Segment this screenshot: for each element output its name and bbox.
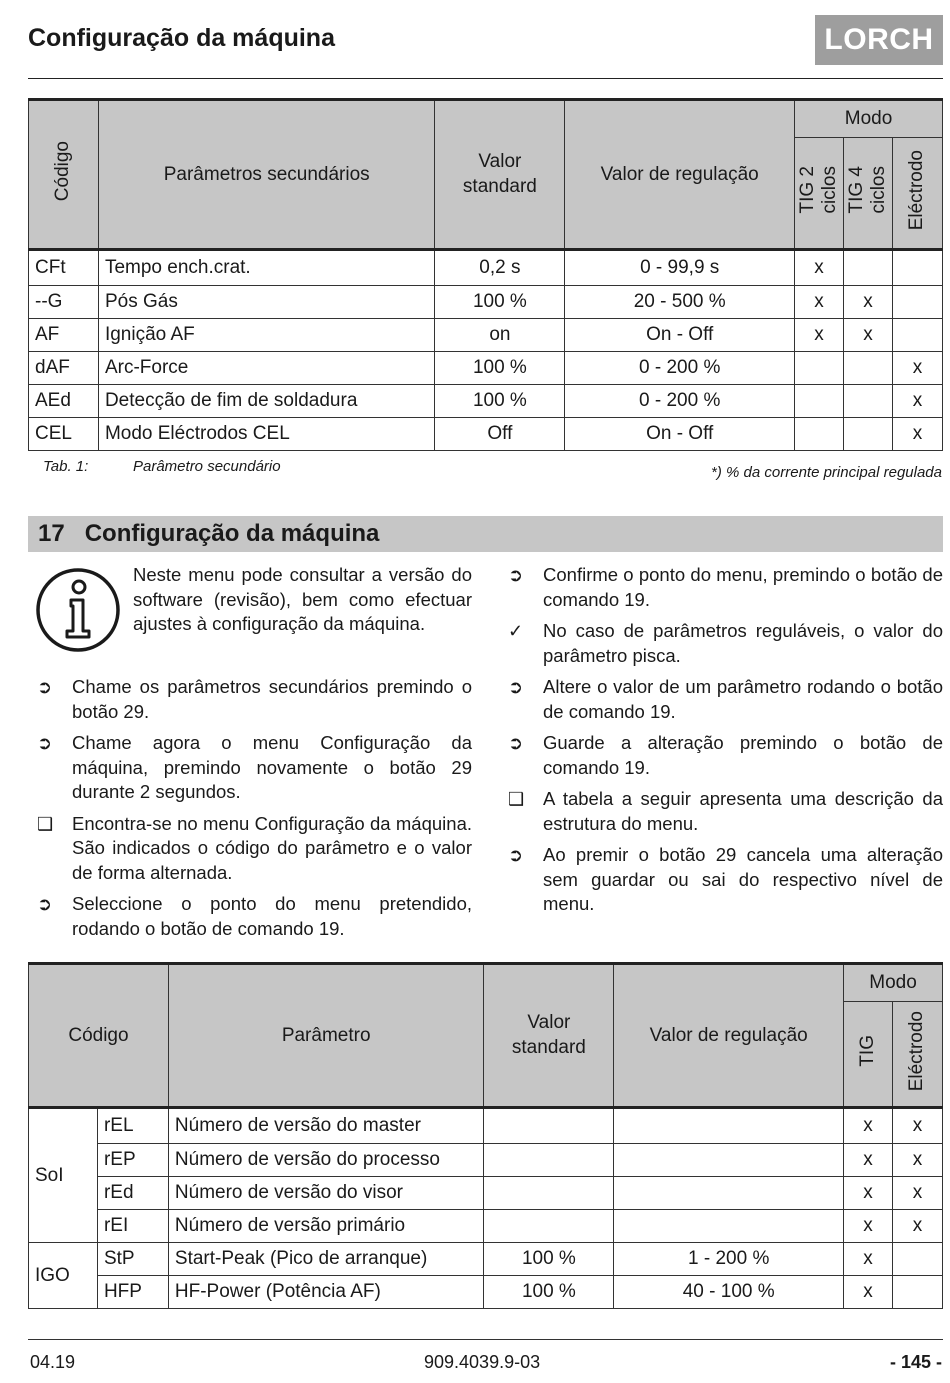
cell-range: On - Off [565, 418, 795, 451]
cell-mode-tig: x [844, 1108, 893, 1144]
cell-mode-tig2 [795, 418, 844, 451]
right-instructions [508, 563, 943, 924]
cell-param: Número de versão do visor [168, 1177, 484, 1210]
cell-std: 100 % [484, 1276, 614, 1309]
list-item: ➲ Ao premir o botão 29 cancela uma alteração sem guardar ou sai do respectivo nível de menu. [508, 843, 943, 917]
cell-param: Ignição AF [98, 319, 435, 352]
cell-mode-electrodo [893, 319, 943, 352]
header-codigo: Código [29, 100, 99, 250]
arrow-icon: ➲ [508, 845, 524, 865]
arrow-icon: ➲ [37, 677, 53, 697]
section-heading [28, 516, 943, 552]
footer-date: 04.19 [30, 1352, 76, 1372]
table-row [29, 286, 943, 319]
header-valor-regulacao: Valor de regulação [565, 100, 795, 250]
table-row [29, 1177, 943, 1210]
cell-mode-tig: x [844, 1276, 893, 1309]
cell-mode-electrodo [893, 286, 943, 319]
cell-std: 100 % [435, 352, 565, 385]
table-row [29, 352, 943, 385]
arrow-icon: ➲ [508, 677, 524, 697]
cell-std [484, 1210, 614, 1243]
cell-code: rEd [97, 1177, 168, 1210]
lorch-logo: LORCH [815, 15, 943, 65]
list-item: ➲ Chame os parâmetros secundários premindo o botão 29. [37, 675, 472, 724]
table-row [29, 1144, 943, 1177]
cell-param: Arc-Force [98, 352, 435, 385]
cell-std [484, 1177, 614, 1210]
cell-code: rEL [97, 1108, 168, 1144]
header-modo: Modo [795, 100, 943, 138]
cell-mode-electrodo: x [893, 1210, 943, 1243]
cell-mode-electrodo [893, 1276, 943, 1309]
cell-mode-tig4: x [844, 286, 893, 319]
cell-mode-tig4 [844, 418, 893, 451]
header-tig2: TIG 2 ciclos [795, 138, 844, 250]
cell-param: Tempo ench.crat. [98, 250, 435, 286]
cell-code: HFP [97, 1276, 168, 1309]
page-title: Configuração da máquina [28, 24, 335, 52]
cell-mode-tig2: x [795, 319, 844, 352]
left-instructions [37, 675, 472, 948]
secondary-parameters-table [28, 98, 943, 451]
cell-std [484, 1144, 614, 1177]
cell-std: 0,2 s [435, 250, 565, 286]
header-valor-standard: Valor standard [484, 964, 614, 1108]
table-row [29, 1243, 943, 1276]
table-caption-text: Parâmetro secundário [133, 458, 281, 475]
checkmark-icon: ✓ [508, 621, 524, 641]
cell-mode-tig2 [795, 385, 844, 418]
cell-param: Número de versão do master [168, 1108, 484, 1144]
cell-code: StP [97, 1243, 168, 1276]
table-row [29, 1108, 943, 1144]
header-electrodo: Eléctrodo [893, 1002, 943, 1108]
header-codigo: Código [29, 964, 169, 1108]
cell-code: CFt [29, 250, 99, 286]
info-text: Neste menu pode consultar a versão do software (revisão), bem como efectuar ajustes à configuração da máquina. [133, 564, 472, 634]
info-icon [35, 567, 121, 653]
list-item: ✓ No caso de parâmetros reguláveis, o valor do parâmetro pisca. [508, 619, 943, 668]
cell-range: 0 - 200 % [565, 385, 795, 418]
cell-range [614, 1144, 844, 1177]
list-item: ➲ Confirme o ponto do menu, premindo o botão de comando 19. [508, 563, 943, 612]
cell-param: Modo Eléctrodos CEL [98, 418, 435, 451]
cell-mode-electrodo: x [893, 385, 943, 418]
cell-mode-tig4 [844, 352, 893, 385]
list-item: ➲ Altere o valor de um parâmetro rodando o botão de comando 19. [508, 675, 943, 724]
arrow-icon: ➲ [37, 894, 53, 914]
cell-std: on [435, 319, 565, 352]
list-item: ➲ Guarde a alteração premindo o botão de comando 19. [508, 731, 943, 780]
cell-std: 100 % [435, 385, 565, 418]
cell-range [614, 1177, 844, 1210]
cell-std: 100 % [484, 1243, 614, 1276]
cell-group: SoI [29, 1108, 98, 1243]
cell-param: Start-Peak (Pico de arranque) [168, 1243, 484, 1276]
header-modo: Modo [844, 964, 943, 1002]
header-valor-regulacao: Valor de regulação [614, 964, 844, 1108]
table-row [29, 385, 943, 418]
arrow-icon: ➲ [508, 733, 524, 753]
checkbox-icon: ❑ [508, 789, 525, 809]
table-row [29, 319, 943, 352]
cell-std: Off [435, 418, 565, 451]
cell-mode-electrodo [893, 1243, 943, 1276]
cell-mode-electrodo: x [893, 418, 943, 451]
cell-mode-tig2 [795, 352, 844, 385]
footer-doc-number: 909.4039.9-03 [424, 1352, 541, 1372]
cell-mode-electrodo: x [893, 352, 943, 385]
cell-mode-tig: x [844, 1243, 893, 1276]
cell-param: Detecção de fim de soldadura [98, 385, 435, 418]
machine-config-table [28, 962, 943, 1309]
table-caption-label: Tab. 1: [43, 458, 89, 475]
cell-code: AF [29, 319, 99, 352]
cell-mode-tig4 [844, 250, 893, 286]
cell-mode-tig: x [844, 1144, 893, 1177]
cell-range: 1 - 200 % [614, 1243, 844, 1276]
cell-mode-electrodo: x [893, 1108, 943, 1144]
header-parametros: Parâmetros secundários [98, 100, 435, 250]
cell-mode-tig: x [844, 1210, 893, 1243]
cell-param: HF-Power (Potência AF) [168, 1276, 484, 1309]
cell-range: 20 - 500 % [565, 286, 795, 319]
header-parametro: Parâmetro [168, 964, 484, 1108]
cell-range [614, 1210, 844, 1243]
cell-range: On - Off [565, 319, 795, 352]
cell-code: rEI [97, 1210, 168, 1243]
list-item: ➲ Chame agora o menu Configuração da máquina, premindo novamente o botão 29 durante 2 segundos. [37, 731, 472, 805]
info-paragraph [133, 563, 472, 644]
cell-code: dAF [29, 352, 99, 385]
table-row [29, 418, 943, 451]
cell-mode-tig: x [844, 1177, 893, 1210]
checkbox-icon: ❑ [37, 813, 54, 834]
cell-mode-tig4 [844, 385, 893, 418]
footer-divider [28, 1339, 943, 1340]
cell-param: Número de versão primário [168, 1210, 484, 1243]
arrow-icon: ➲ [508, 565, 524, 585]
cell-range: 40 - 100 % [614, 1276, 844, 1309]
cell-range [614, 1108, 844, 1144]
cell-range: 0 - 99,9 s [565, 250, 795, 286]
cell-param: Pós Gás [98, 286, 435, 319]
list-item: ❑ Encontra-se no menu Configuração da máquina. São indicados o código do parâmetro e o valor de forma alternada. [37, 812, 472, 886]
page-header [28, 0, 943, 80]
cell-std [484, 1108, 614, 1144]
cell-mode-tig2: x [795, 286, 844, 319]
table-footnote: *) % da corrente principal regulada [711, 464, 942, 481]
footer-page-number: - 145 - [889, 1352, 942, 1372]
list-item: ❑ A tabela a seguir apresenta uma descrição da estrutura do menu. [508, 787, 943, 836]
cell-code: rEP [97, 1144, 168, 1177]
cell-code: --G [29, 286, 99, 319]
cell-code: CEL [29, 418, 99, 451]
cell-param: Número de versão do processo [168, 1144, 484, 1177]
table-row [29, 1210, 943, 1243]
cell-mode-electrodo [893, 250, 943, 286]
cell-mode-electrodo: x [893, 1177, 943, 1210]
cell-group: IGO [29, 1243, 98, 1309]
header-tig4: TIG 4 ciclos [844, 138, 893, 250]
cell-std: 100 % [435, 286, 565, 319]
header-electrodo: Eléctrodo [893, 138, 943, 250]
cell-range: 0 - 200 % [565, 352, 795, 385]
arrow-icon: ➲ [37, 733, 53, 753]
cell-mode-tig2: x [795, 250, 844, 286]
header-tig: TIG [844, 1002, 893, 1108]
header-divider [28, 78, 943, 79]
cell-mode-tig4: x [844, 319, 893, 352]
cell-mode-electrodo: x [893, 1144, 943, 1177]
table-row [29, 1276, 943, 1309]
list-item: ➲ Seleccione o ponto do menu pretendido, rodando o botão de comando 19. [37, 892, 472, 941]
header-valor-standard: Valor standard [435, 100, 565, 250]
table-row [29, 250, 943, 286]
section-title: 17 Configuração da máquina [38, 520, 380, 547]
cell-code: AEd [29, 385, 99, 418]
